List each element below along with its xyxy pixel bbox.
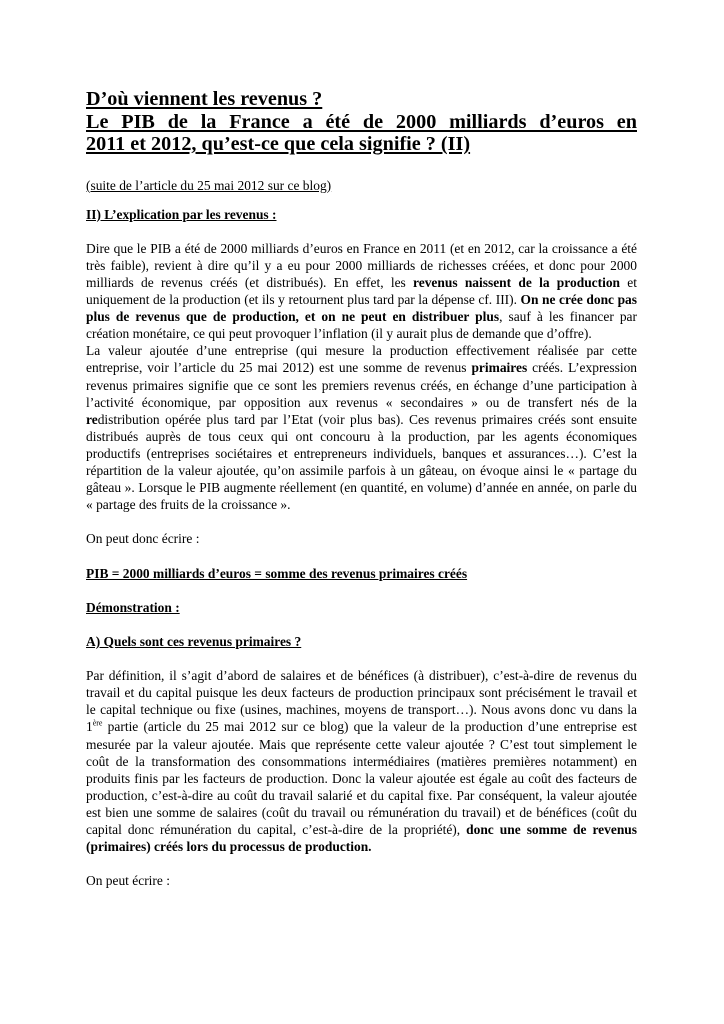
paragraph-2-bold-1: primaires — [471, 360, 528, 376]
paragraph-1 — [86, 240, 637, 343]
demonstration-heading: Démonstration : — [86, 599, 180, 615]
spacer — [86, 616, 637, 633]
spacer — [86, 194, 637, 206]
title-line-1: D’où viennent les revenus ? — [86, 88, 323, 110]
superscript-ere: ère — [92, 718, 103, 728]
section-heading-II: II) L’explication par les revenus : — [86, 206, 277, 222]
spacer — [86, 513, 637, 530]
spacer — [86, 547, 637, 564]
article-title — [86, 88, 637, 156]
spacer — [86, 855, 637, 872]
paragraph-3-bold-1: donc une somme de revenus (primaires) créés lors du processus de production. — [86, 821, 637, 855]
paragraph-3 — [86, 667, 637, 855]
paragraph-1-text-1: Dire que le PIB a été de 2000 milliards d’euros en France en 2011 (et en 2012, car la croissance a été très faible), revient à dire qu’il y a eu pour 2000 milliards de richesses créées, et donc pour 2000 milliards de revenus créés (et distribués). En effet, les — [86, 240, 637, 290]
paragraph-1-bold-1: revenus naissent de la production — [413, 274, 621, 290]
paragraph-2-text-3: distribution opérée plus tard par l’Etat (voir plus bas). Ces revenus primaires créés sont ensuite distribués auprès de tous ceux qui ont concouru à la production, par les agents économiques productifs (entreprises sociétaires et entrepreneurs individuels, banques et assurances…). C’est la répartition de la valeur ajoutée, qu’on assimile parfois à un gâteau, on évoque ainsi le « partage du gâteau ». Lorsque le PIB augmente réellement (en quantité, en volume) d’année en année, on parle du « partage des fruits de la croissance ». — [86, 411, 637, 513]
paragraph-2 — [86, 342, 637, 513]
spacer — [86, 582, 637, 599]
paragraph-1-bold-2: On ne crée donc pas plus de revenus que de production, et on ne peut en distribuer plus — [86, 292, 637, 325]
on-peut-ecrire: On peut écrire : — [86, 873, 170, 889]
paragraph-2-text-1: La valeur ajoutée d’une entreprise (qui mesure la production effectivement réalisée par cette entreprise, voir l’article du 25 mai 2012) est une somme de revenus — [86, 343, 637, 376]
paragraph-3-text-1: Par définition, il s’agit d’abord de salaires et de bénéfices (à distribuer), c’est-à-dire de revenus du travail et du capital puisque les deux facteurs de production principaux sont précisément le travail et le capital technique ou fixe (usines, machines, moyens de transport…). Nous avons donc vu dans la 1 — [86, 668, 637, 735]
spacer — [86, 650, 637, 667]
document-page — [86, 88, 637, 889]
subtitle-reference: (suite de l’article du 25 mai 2012 sur ce blog) — [86, 177, 332, 193]
section-heading-A: A) Quels sont ces revenus primaires ? — [86, 633, 302, 649]
title-line-3: 2011 et 2012, qu’est-ce que cela signifie ? (II) — [86, 133, 471, 155]
paragraph-1-text-3: , sauf à les financer par création monétaire, ce qui peut provoquer l’inflation (il y aurait plus de demande que d’offre). — [86, 309, 637, 342]
paragraph-1-text-2: et uniquement de la production (et ils y retournent plus tard par la dépense cf. III). — [86, 274, 637, 308]
on-peut-donc-ecrire: On peut donc écrire : — [86, 531, 200, 547]
equation-heading: PIB = 2000 milliards d’euros = somme des revenus primaires créés — [86, 565, 468, 581]
paragraph-3-text-2: partie (article du 25 mai 2012 sur ce blog) que la valeur de la production d’une entreprise est mesurée par la valeur ajoutée. Mais que représente cette valeur ajoutée ? C’est tout simplement le coût de la transformation des consommations intermédiaires (matières premières notamment) en produits finis par les facteurs de production. Donc la valeur ajoutée est égale au coût des facteurs de production, c’est-à-dire au coût du travail salarié et du capital fixe. Par conséquent, la valeur ajoutée est bien une somme de salaires (coût du travail ou rémunération du travail) et de bénéfices (coût du capital donc rémunération du capital, c’est-à-dire de la propriété), — [86, 719, 637, 837]
paragraph-2-text-2: créés. L’expression revenus primaires signifie que ce sont les premiers revenus créés, en échange d’une participation à l’activité économique, par opposition aux revenus « secondaires » ou de transfert nés de la — [86, 360, 638, 410]
spacer — [86, 223, 637, 240]
title-line-2: Le PIB de la France a été de 2000 milliards d’euros en — [86, 110, 637, 133]
paragraph-2-bold-2: re — [86, 411, 98, 427]
